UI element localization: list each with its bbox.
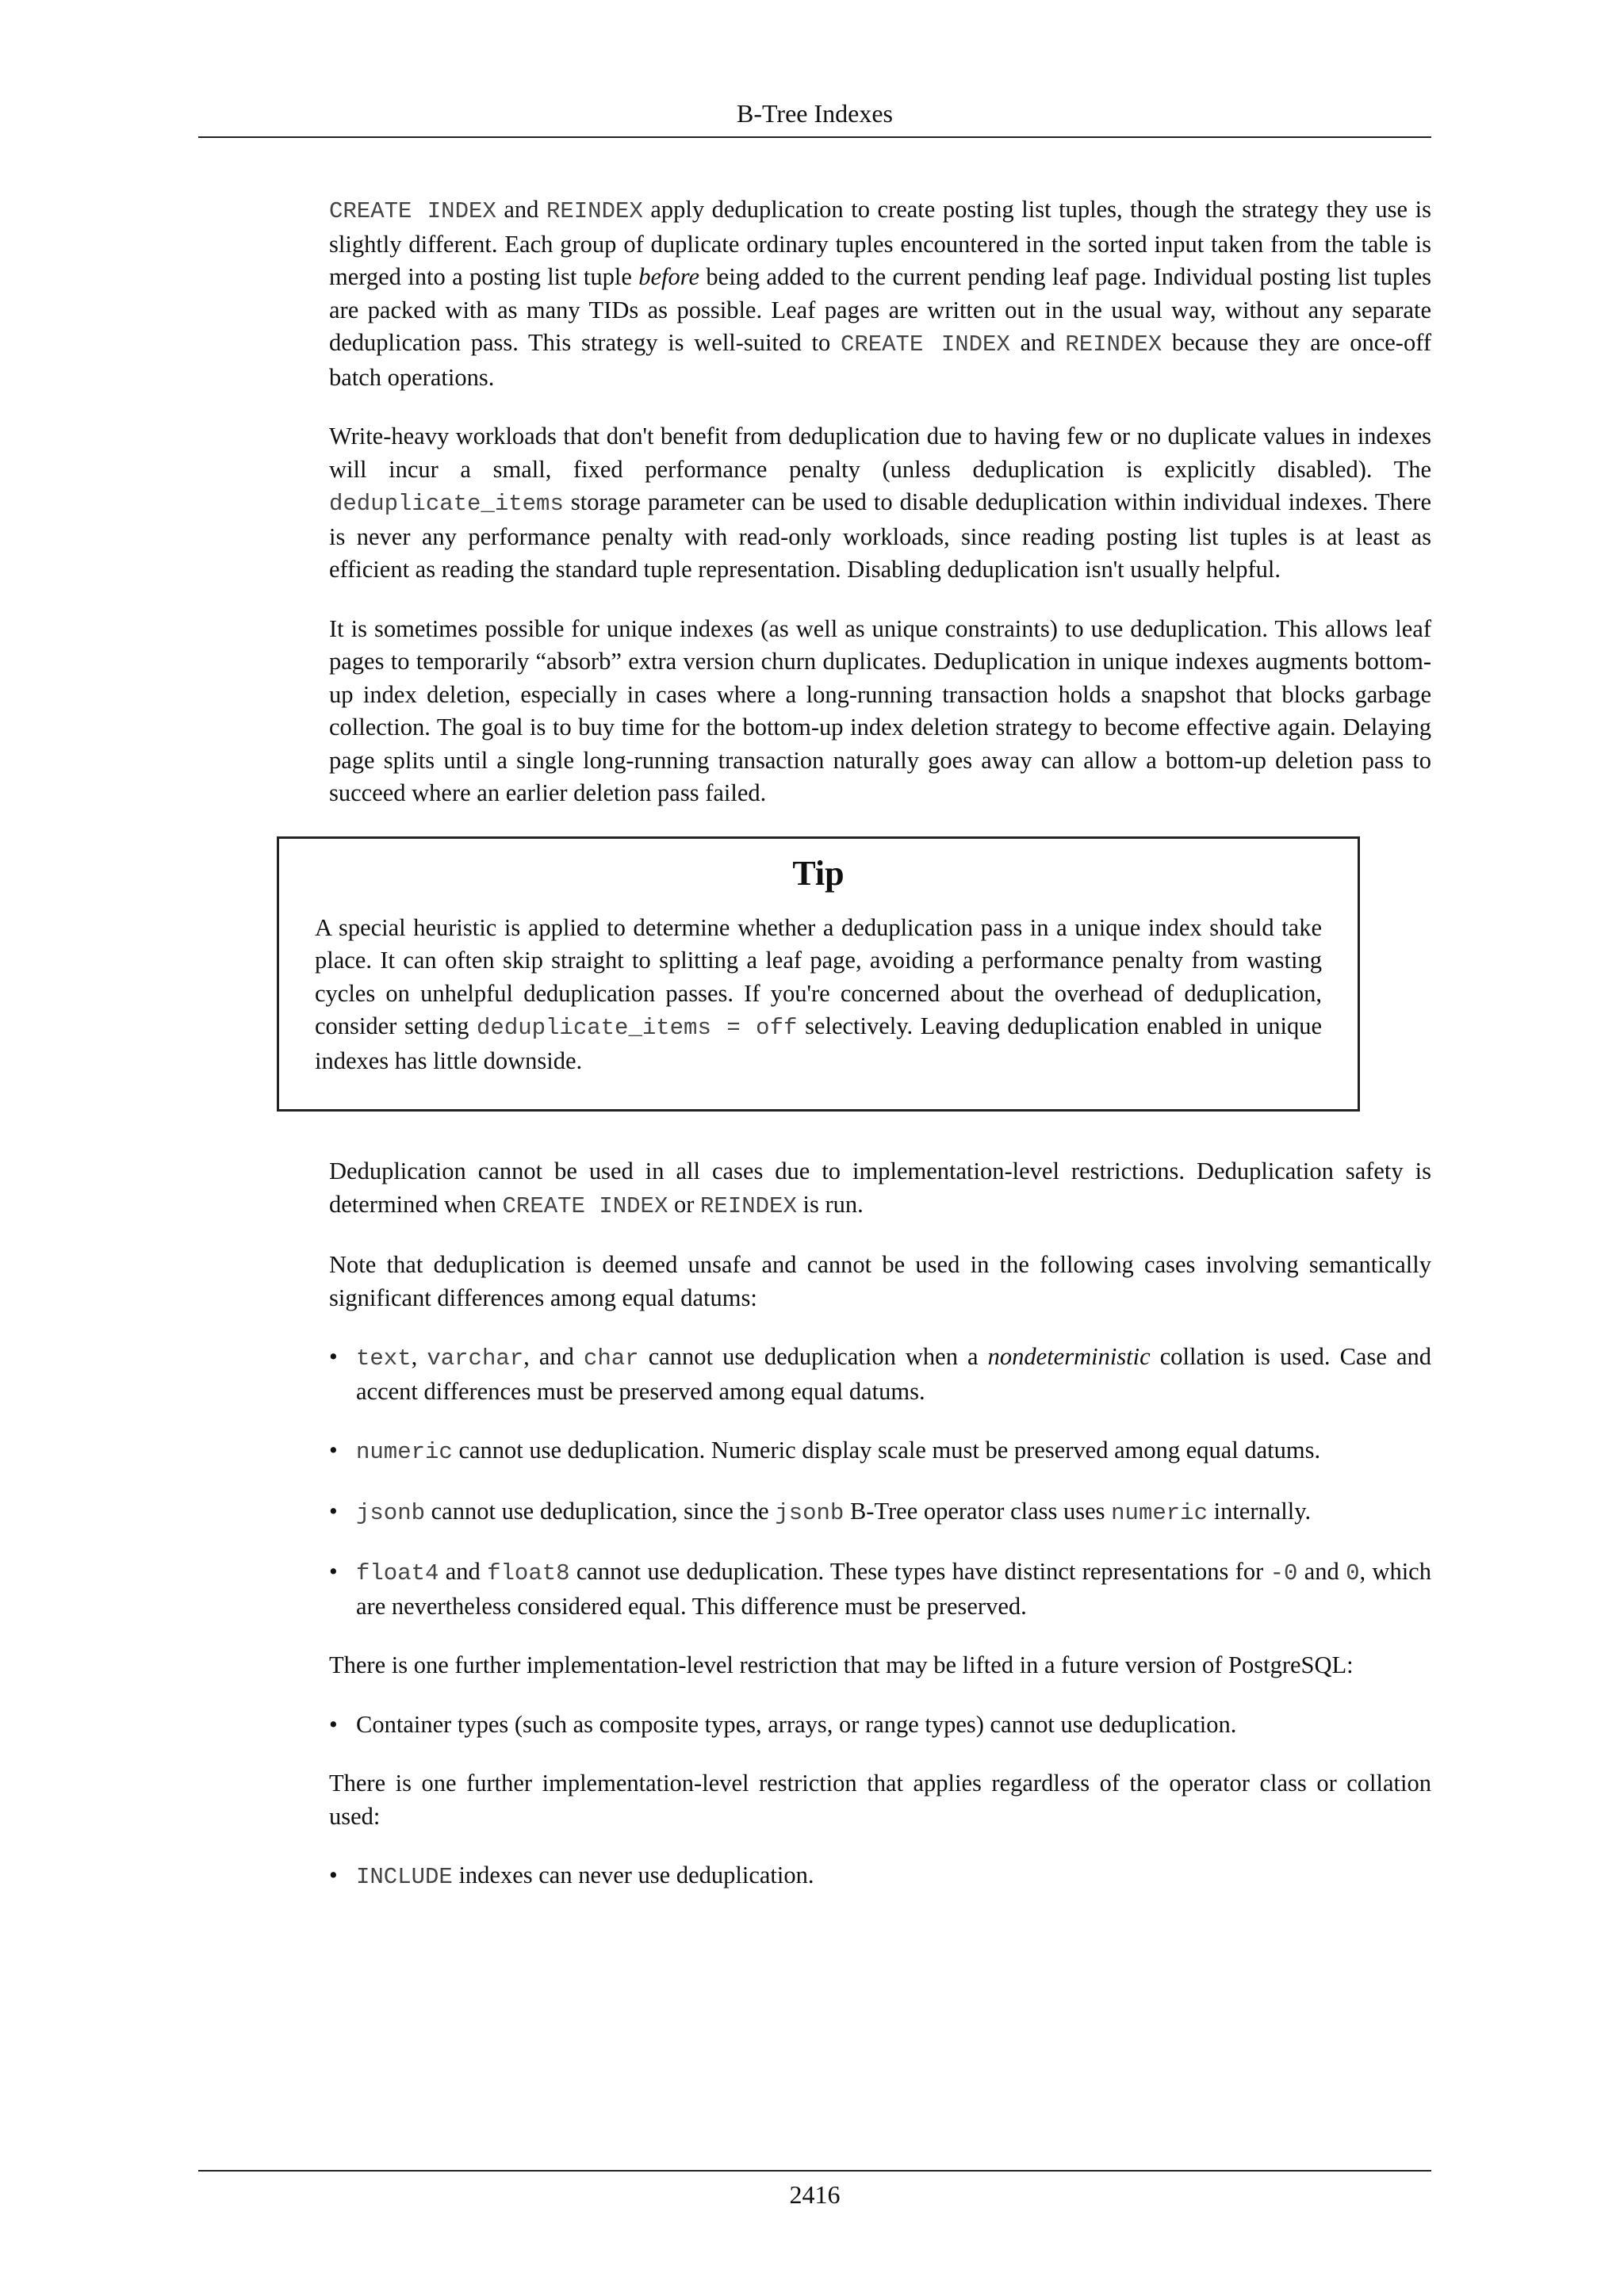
code-create-index: CREATE INDEX	[329, 198, 496, 224]
bullet-icon: •	[329, 1343, 338, 1370]
tip-box	[277, 836, 1360, 1112]
list-item-numeric	[329, 1434, 1431, 1469]
text-run: or	[668, 1190, 701, 1218]
paragraph-unsafe-cases: Note that deduplication is deemed unsafe and cannot be used in the following cases involving semantically significant differences among equal datums:	[329, 1251, 1431, 1311]
text-run: cannot use deduplication. Numeric display scale must be preserved among equal datums.	[452, 1437, 1321, 1464]
paragraph-unique-indexes: It is sometimes possible for unique indexes (as well as unique constraints) to use deduplication. This allows leaf pages to temporarily “absorb” extra version churn duplicates. Deduplication in unique indexes augments bottom-up index deletion, especially in cases where a long-running transaction holds a snapshot that blocks garbage collection. The goal is to buy time for the bottom-up index deletion strategy to become effective again. Delaying page splits until a single long-running transaction naturally goes away can allow a bottom-up deletion pass to succeed where an earlier deletion pass failed.	[329, 614, 1431, 806]
list-item-text	[356, 1556, 1431, 1623]
unsafe-cases-list	[329, 1341, 1431, 1623]
header-rule	[198, 136, 1431, 138]
list-item-text-types	[329, 1341, 1431, 1408]
future-restriction-list	[329, 1709, 1431, 1742]
code-negative-zero: -0	[1270, 1560, 1298, 1586]
text-run: being added to the current pending leaf page. Individual posting list tuples are packed with as many TIDs as possible. Leaf pages are written out in the usual way, without any separate deduplication pass. This strategy is well-suited to	[329, 263, 1431, 356]
list-item-text	[356, 1859, 1431, 1894]
text-run: cannot use deduplication, since the	[425, 1497, 776, 1525]
bullet-icon: •	[329, 1497, 338, 1525]
bullet-icon: •	[329, 1862, 338, 1888]
text-run: storage parameter can be used to disable deduplication within individual indexes. There is never any performance penalty with read-only workloads, since reading posting list tuples is at least as efficient as reading the standard tuple representation. Disabling deduplication isn't usually helpful.	[329, 488, 1431, 583]
code-include: INCLUDE	[356, 1864, 453, 1890]
list-item-text	[356, 1495, 1431, 1530]
emphasis-before: before	[638, 263, 700, 290]
footer-rule	[198, 2170, 1431, 2172]
page-body	[315, 193, 1431, 1920]
code-text: text	[356, 1345, 412, 1372]
list-item-float	[329, 1556, 1431, 1623]
text-run: B-Tree operator class uses	[844, 1497, 1112, 1525]
text-run: because they are once-off batch operations.	[329, 329, 1431, 391]
text-run: Deduplication cannot be used in all cases due to implementation-level restrictions. Deduplication safety is determined when	[329, 1158, 1431, 1218]
emphasis-nondeterministic: nondeterministic	[987, 1343, 1151, 1370]
code-reindex: REINDEX	[1065, 331, 1162, 358]
text-run: and	[1009, 329, 1066, 356]
bullet-icon: •	[329, 1558, 338, 1585]
code-numeric: numeric	[1111, 1499, 1208, 1526]
include-restriction-list	[329, 1859, 1431, 1894]
text-run: and	[496, 196, 546, 223]
text-run: selectively. Leaving deduplication enabled in unique indexes has little downside.	[315, 1012, 1323, 1074]
code-reindex: REINDEX	[546, 198, 643, 224]
text-run: collation is used. Case and accent differences must be preserved among equal datums.	[356, 1343, 1431, 1405]
text-run: and	[1297, 1558, 1346, 1585]
text-run: , and	[523, 1343, 584, 1370]
list-item-container-types	[329, 1709, 1431, 1742]
code-create-index: CREATE INDEX	[840, 331, 1010, 358]
text-run: ,	[411, 1343, 427, 1370]
text-run: cannot use deduplication when a	[638, 1343, 988, 1370]
list-item-text	[356, 1341, 1431, 1408]
code-deduplicate-items-off: deduplicate_items = off	[477, 1015, 798, 1041]
code-float8: float8	[487, 1560, 570, 1586]
page-number: 2416	[789, 2180, 841, 2209]
tip-title: Tip	[792, 853, 845, 893]
running-header: B-Tree Indexes	[737, 99, 893, 128]
list-item-jsonb	[329, 1495, 1431, 1530]
text-run: A special heuristic is applied to determine whether a deduplication pass in a unique index should take place. It can often skip straight to splitting a leaf page, avoiding a performance penalty from wasting cycles on unhelpful deduplication passes. If you're concerned about the overhead of deduplication, consider setting	[315, 913, 1322, 1039]
paragraph-future-restriction: There is one further implementation-level restriction that may be lifted in a future version of PostgreSQL:	[329, 1651, 1354, 1678]
code-jsonb: jsonb	[775, 1499, 845, 1526]
text-run: cannot use deduplication. These types have distinct representations for	[569, 1558, 1270, 1585]
text-run: , which are nevertheless considered equal. This difference must be preserved.	[356, 1558, 1431, 1620]
text-run: internally.	[1207, 1497, 1312, 1525]
code-char: char	[584, 1345, 639, 1372]
bullet-icon: •	[329, 1710, 338, 1738]
code-reindex: REINDEX	[700, 1192, 797, 1219]
text-run: Write-heavy workloads that don't benefit from deduplication due to having few or no duplicate values in indexes will incur a small, fixed performance penalty (unless deduplication is explicitly disabled). The	[329, 423, 1431, 483]
bullet-icon: •	[329, 1437, 338, 1464]
code-varchar: varchar	[427, 1345, 524, 1372]
paragraph-restrictions	[329, 1155, 1431, 1223]
tip-text	[315, 912, 1322, 1078]
paragraph-write-heavy-workloads	[329, 420, 1431, 587]
text-run: apply deduplication to create posting list tuples, though the strategy they use is slightly different. Each group of duplicate ordinary tuples encountered in the sorted input taken from the table is merged into a posting list tuple	[329, 196, 1431, 290]
code-numeric: numeric	[356, 1439, 453, 1465]
code-deduplicate-items: deduplicate_items	[329, 491, 564, 517]
paragraph-further-restriction: There is one further implementation-level restriction that applies regardless of the operator class or collation used:	[329, 1770, 1431, 1830]
paragraph-create-index-strategy	[329, 193, 1431, 394]
text-run: and	[439, 1558, 488, 1585]
list-item-text	[356, 1434, 1431, 1469]
text-run: is run.	[796, 1190, 864, 1218]
text-run: indexes can never use deduplication.	[452, 1862, 814, 1888]
code-float4: float4	[356, 1560, 439, 1586]
code-create-index: CREATE INDEX	[502, 1192, 668, 1219]
list-item-include	[329, 1859, 1431, 1894]
code-jsonb: jsonb	[356, 1499, 426, 1526]
list-item-text: Container types (such as composite types, arrays, or range types) cannot use deduplication.	[356, 1710, 1237, 1738]
code-zero: 0	[1346, 1560, 1360, 1586]
